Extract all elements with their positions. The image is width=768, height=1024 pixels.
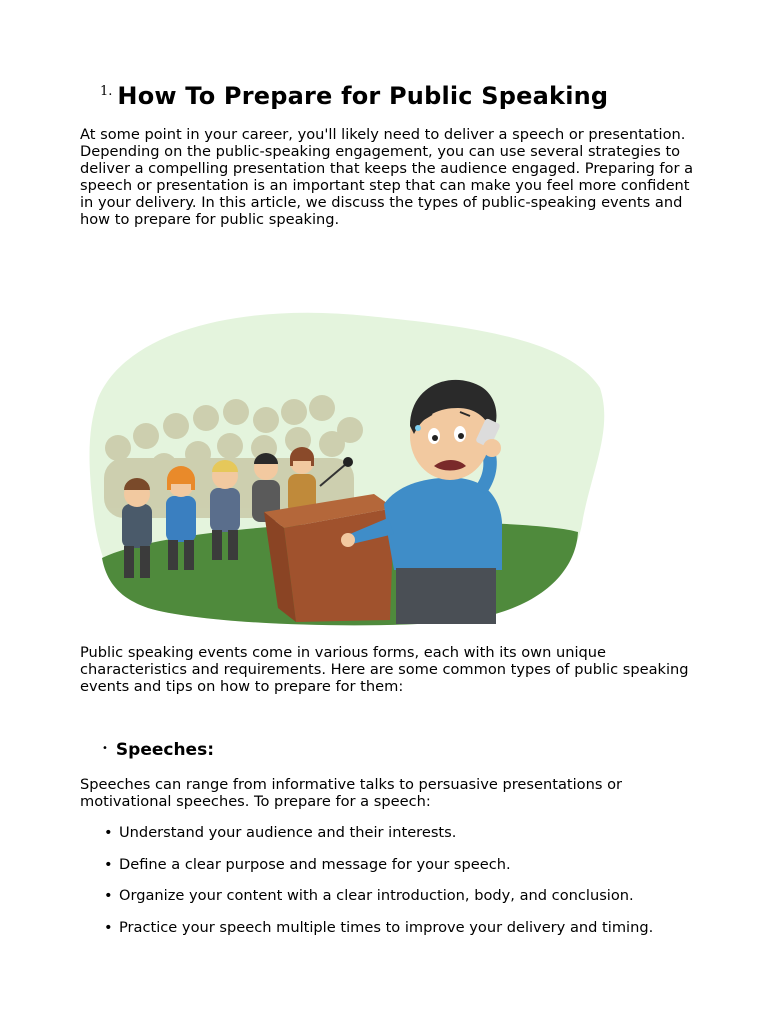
list-item	[104, 919, 653, 951]
bullet-dot: •	[104, 918, 113, 936]
list-item	[104, 887, 653, 919]
section-heading-row	[102, 740, 214, 760]
article-title: How To Prepare for Public Speaking	[117, 82, 609, 110]
title-list-number: 1.	[100, 84, 113, 99]
tip-text: Practice your speech multiple times to improve your delivery and timing.	[119, 918, 654, 936]
section-bullet: •	[102, 743, 108, 754]
section-description: Speeches can range from informative talks to persuasive presentations or motivational speeches. To prepare for a speech:	[80, 776, 623, 810]
public-speaking-illustration	[88, 308, 608, 628]
events-intro-paragraph: Public speaking events come in various forms, each with its own unique characteristics and requirements. Here are some common types of public speaking events and tips on how to prepare for them:	[80, 644, 689, 695]
bullet-dot: •	[104, 824, 113, 841]
article-title-row	[100, 82, 608, 110]
intro-paragraph: At some point in your career, you'll likely need to deliver a speech or presentation. Depending on the public-speaking engagement, you can use several strategies to deliver a compelling presentation that keeps the audience engaged. Preparing for a speech or presentation is an important step that can make you feel more confident in your delivery. In this article, we discuss the types of public-speaking events and how to prepare for public speaking.	[80, 126, 694, 228]
bullet-dot: •	[104, 855, 113, 873]
list-item	[104, 824, 653, 856]
tip-text: Define a clear purpose and message for your speech.	[119, 855, 511, 873]
list-item	[104, 856, 653, 888]
section-heading: Speeches:	[115, 740, 215, 760]
tips-list	[104, 824, 653, 950]
tip-text: Organize your content with a clear introduction, body, and conclusion.	[119, 887, 634, 904]
bullet-dot: •	[104, 887, 113, 904]
tip-text: Understand your audience and their interests.	[119, 824, 457, 841]
